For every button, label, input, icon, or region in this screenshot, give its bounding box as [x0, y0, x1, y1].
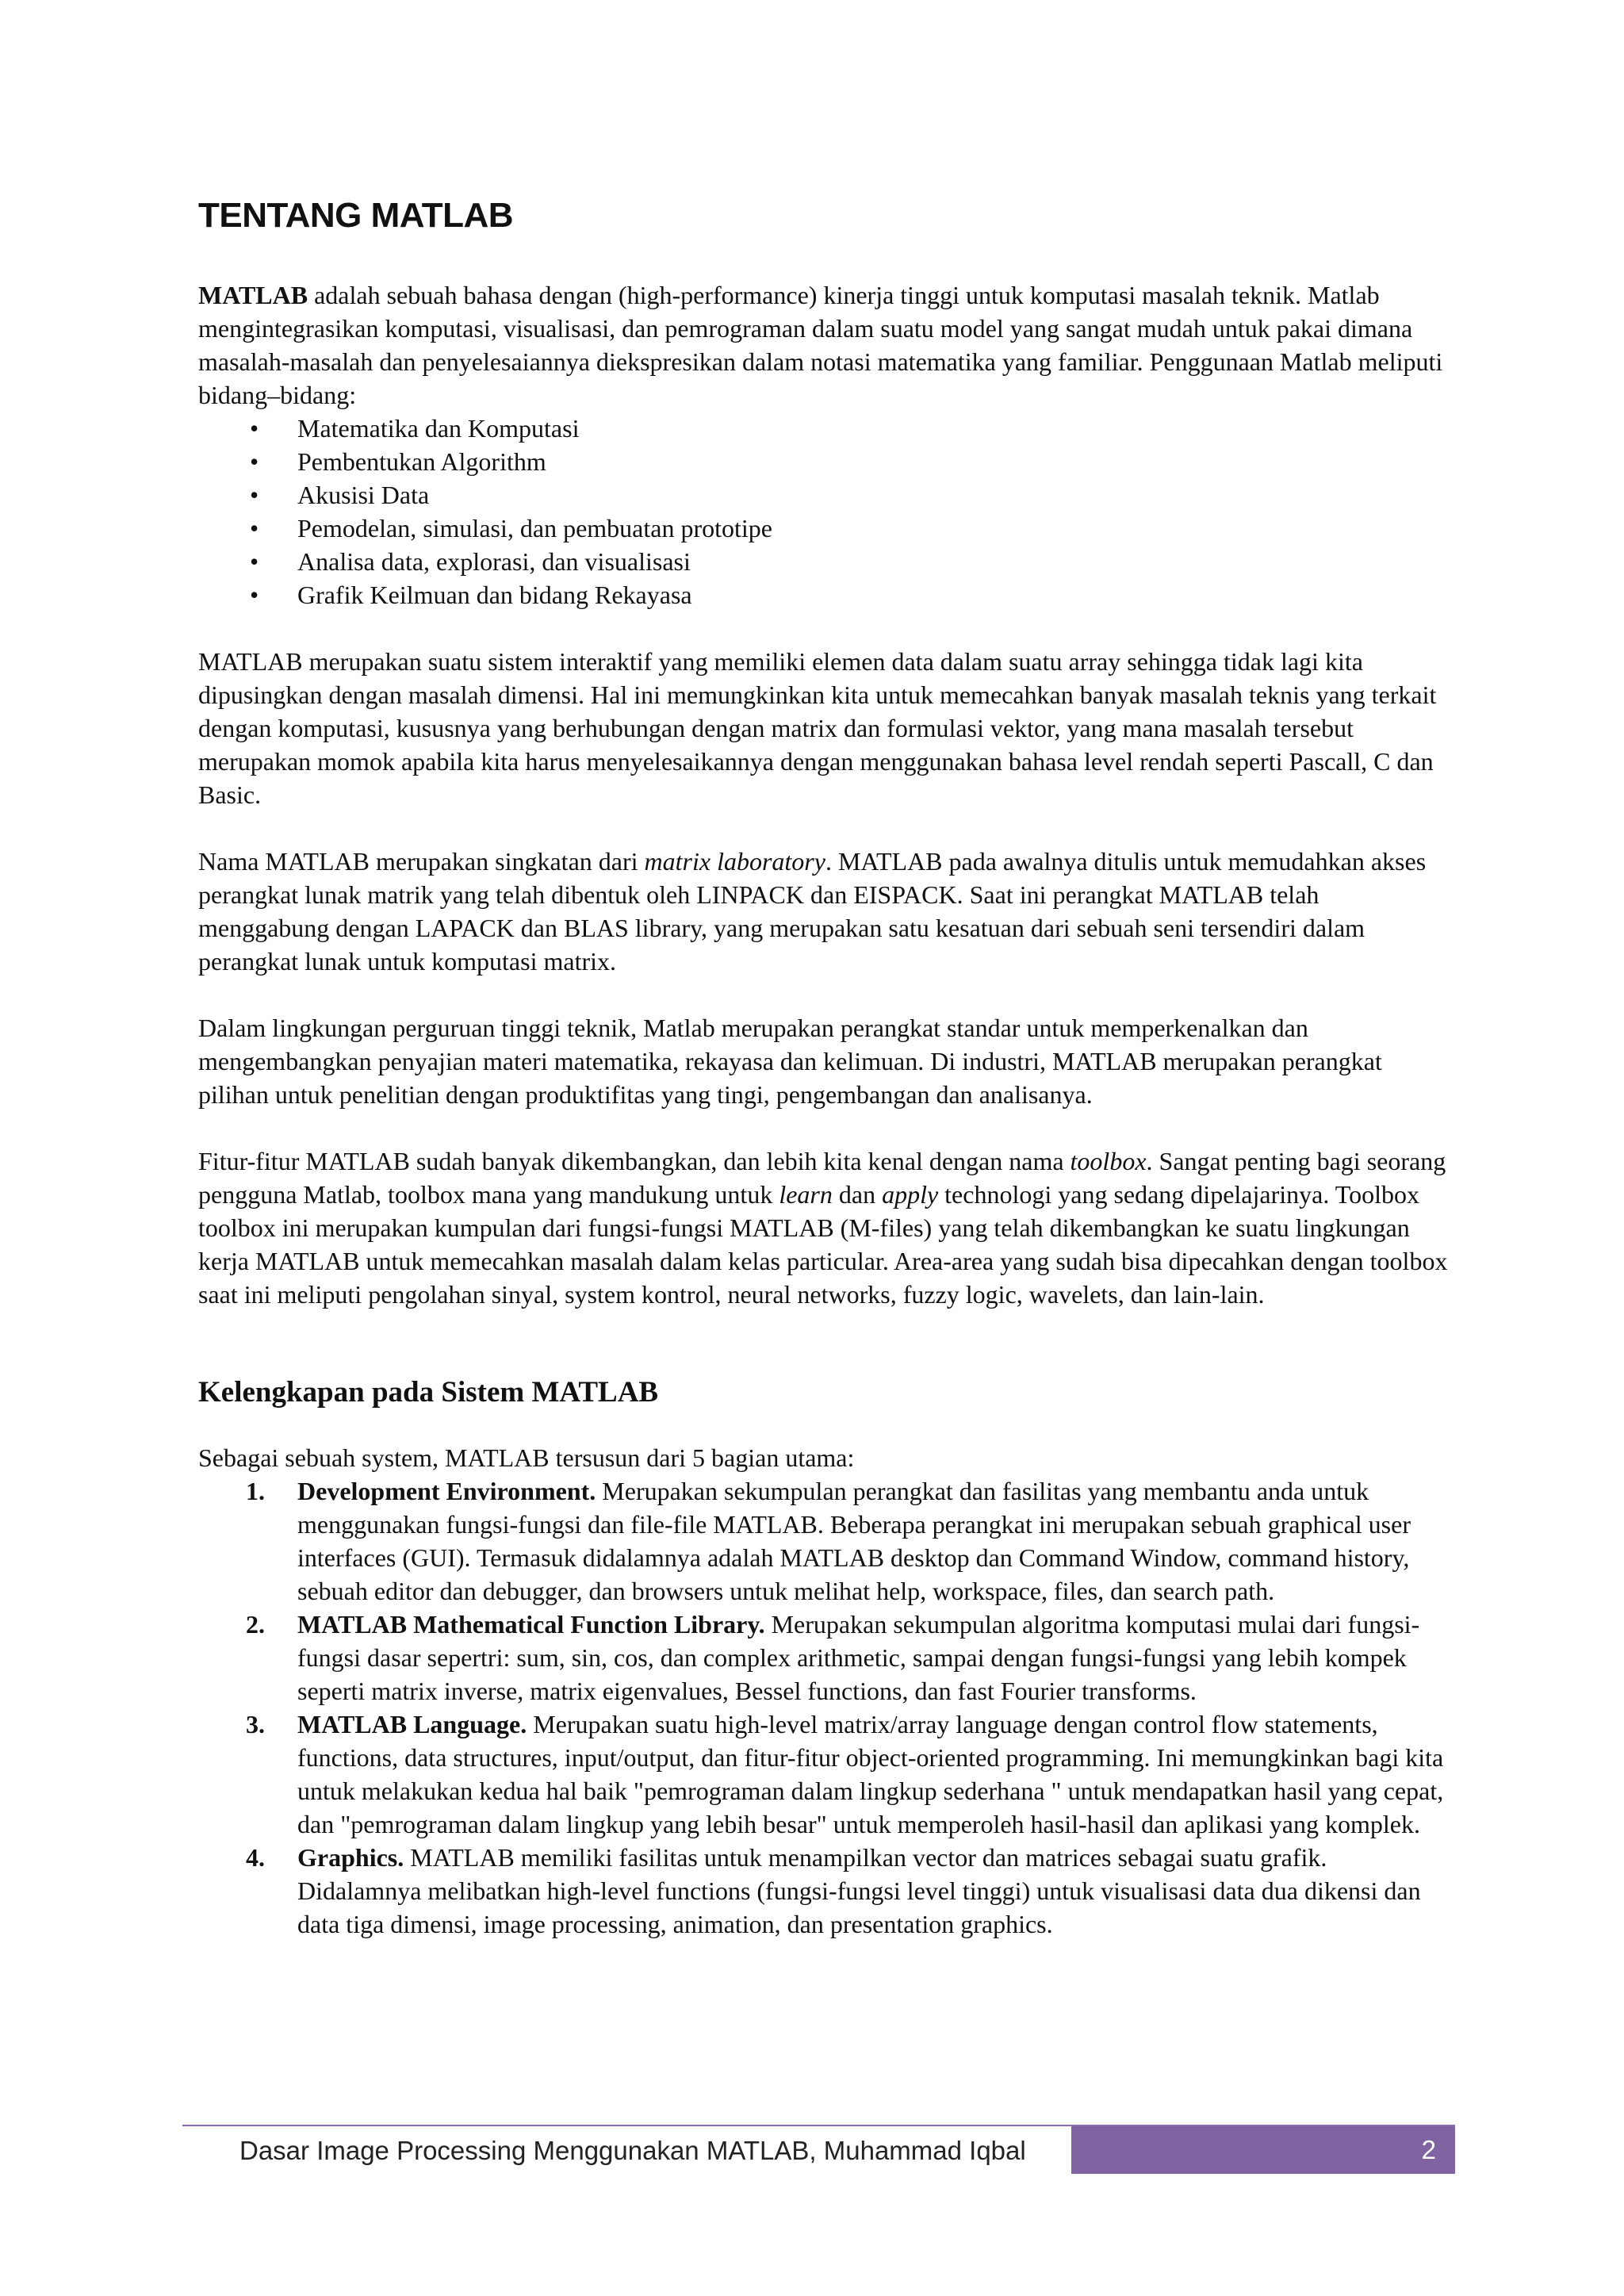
- components-list: [198, 1474, 1451, 1941]
- paragraph-education: Dalam lingkungan perguruan tinggi teknik, Matlab merupakan perangkat standar untuk memperkenalkan dan mengembangkan penyajian materi matematika, rekayasa dan kelimuan. Di industri, MATLAB merupakan perangkat pilihan untuk penelitian dengan produktifitas yang tingi, pengembangan dan analisanya.: [198, 1014, 1382, 1109]
- para5-italic-apply: apply: [882, 1180, 939, 1209]
- list-item: [246, 1841, 1451, 1941]
- list-item: [250, 578, 1451, 611]
- bullet-icon: •: [250, 481, 259, 509]
- list-item-heading: MATLAB Language.: [297, 1710, 527, 1738]
- list-item-text: Merupakan sekumpulan algoritma komputasi mulai dari fungsi-fungsi dasar sepertri: sum, sin, cos, dan complex arithmetic, sampai dengan fungsi-fungsi yang lebih kompek seperti matrix inverse, matrix eigenvalues, Bessel functions, dan fast Fourier transforms.: [297, 1610, 1420, 1705]
- list-item: [250, 478, 1451, 512]
- list-item-text: Grafik Keilmuan dan bidang Rekayasa: [297, 581, 692, 609]
- list-number: 1.: [246, 1477, 265, 1505]
- bullet-icon: •: [250, 547, 259, 576]
- list-item: [250, 512, 1451, 545]
- page-number-box: [1071, 2126, 1455, 2174]
- page-content: [198, 194, 1451, 1941]
- footer-title: Dasar Image Processing Menggunakan MATLAB, Muhammad Iqbal: [239, 2136, 1026, 2165]
- list-number: 3.: [246, 1710, 265, 1738]
- para5-text-3: dan: [832, 1180, 883, 1209]
- list-item: [250, 445, 1451, 478]
- list-number: 2.: [246, 1610, 265, 1639]
- bullet-icon: •: [250, 514, 259, 542]
- list-item: [250, 545, 1451, 578]
- list-item-heading: Graphics.: [297, 1843, 404, 1872]
- list-item: [250, 412, 1451, 445]
- para5-italic-learn: learn: [779, 1180, 833, 1209]
- list-item: [246, 1474, 1451, 1608]
- page-number: 2: [1421, 2135, 1436, 2164]
- list-item-text: Merupakan sekumpulan perangkat dan fasilitas yang membantu anda untuk menggunakan fungsi-fungsi dan file-file MATLAB. Beberapa perangkat ini merupakan sebuah graphical user interfaces (GUI). Termasuk didalamnya adalah MATLAB desktop dan Command Window, command history, sebuah editor dan debugger, dan browsers untuk melihat help, workspace, files, dan search path.: [297, 1477, 1411, 1605]
- section-title: Kelengkapan pada Sistem MATLAB: [198, 1376, 659, 1409]
- paragraph-interactive-system: MATLAB merupakan suatu sistem interaktif yang memiliki elemen data dalam suatu array sehingga tidak lagi kita dipusingkan dengan masalah dimensi. Hal ini memungkinkan kita untuk memecahkan banyak masalah teknis yang terkait dengan komputasi, kususnya yang berhubungan dengan matrix dan formulasi vektor, yang mana masalah tersebut merupakan momok apabila kita harus menyelesaikannya dengan menggunakan bahasa level rendah seperti Pascall, C dan Basic.: [198, 647, 1437, 809]
- intro-bold-term: MATLAB: [198, 281, 308, 309]
- intro-text: adalah sebuah bahasa dengan (high-performance) kinerja tinggi untuk komputasi masalah teknik. Matlab mengintegrasikan komputasi, visualisasi, dan pemrograman dalam suatu model yang sangat mudah untuk pakai dimana masalah-masalah dan penyelesaiannya diekspresikan dalam notasi matematika yang familiar. Penggunaan Matlab meliputi bidang–bidang:: [198, 281, 1443, 409]
- list-item-text: Pemodelan, simulasi, dan pembuatan prototipe: [297, 514, 772, 542]
- bullet-icon: •: [250, 414, 259, 443]
- usage-list: [198, 412, 1451, 611]
- para5-italic-toolbox: toolbox: [1070, 1147, 1147, 1175]
- paragraph-toolbox: [198, 1144, 1451, 1311]
- list-item-heading: Development Environment.: [297, 1477, 596, 1505]
- para3-text-before: Nama MATLAB merupakan singkatan dari: [198, 847, 645, 876]
- bullet-icon: •: [250, 447, 259, 476]
- intro-paragraph: [198, 278, 1451, 412]
- para5-text-1: Fitur-fitur MATLAB sudah banyak dikembangkan, dan lebih kita kenal dengan nama: [198, 1147, 1071, 1175]
- paragraph-name-origin: [198, 845, 1451, 978]
- list-item: [246, 1608, 1451, 1708]
- para5-text-2: . Sangat penting bagi seorang pengguna Matlab, toolbox mana yang mandukung untuk: [198, 1147, 1446, 1209]
- list-item-text: Analisa data, explorasi, dan visualisasi: [297, 547, 691, 576]
- list-number: 4.: [246, 1843, 265, 1872]
- list-item-text: Merupakan suatu high-level matrix/array language dengan control flow statements, functions, data structures, input/output, dan fitur-fitur object-oriented programming. Ini memungkinkan bagi kita untuk melakukan kedua hal baik "pemrograman dalam lingkup sederhana " untuk mendapatkan hasil yang cepat, dan "pemrograman dalam lingkup yang lebih besar" untuk memperoleh hasil-hasil dan aplikasi yang komplek.: [297, 1710, 1444, 1838]
- list-item-text: MATLAB memiliki fasilitas untuk menampilkan vector dan matrices sebagai suatu grafik. Didalamnya melibatkan high-level functions (fungsi-fungsi level tinggi) untuk visualisasi data dua dikensi dan data tiga dimensi, image processing, animation, dan presentation graphics.: [297, 1843, 1421, 1938]
- para3-text-after: . MATLAB pada awalnya ditulis untuk memudahkan akses perangkat lunak matrik yang telah dibentuk oleh LINPACK dan EISPACK. Saat ini perangkat MATLAB telah menggabung dengan LAPACK dan BLAS library, yang merupakan satu kesatuan dari sebuah seni tersendiri dalam perangkat lunak untuk komputasi matrix.: [198, 847, 1427, 976]
- list-item: [246, 1708, 1451, 1841]
- list-item-text: Pembentukan Algorithm: [297, 447, 546, 476]
- para5-text-4: technologi yang sedang dipelajarinya. Toolbox toolbox ini merupakan kumpulan dari fungsi-fungsi MATLAB (M-files) yang telah dikembangkan ke suatu lingkungan kerja MATLAB untuk memecahkan masalah dalam kelas particular. Area-area yang sudah bisa dipecahkan dengan toolbox saat ini meliputi pengolahan sinyal, system kontrol, neural networks, fuzzy logic, wavelets, dan lain-lain.: [198, 1180, 1448, 1309]
- list-item-heading: MATLAB Mathematical Function Library.: [297, 1610, 765, 1639]
- page-title: TENTANG MATLAB: [198, 196, 514, 235]
- bullet-icon: •: [250, 581, 259, 609]
- list-item-text: Matematika dan Komputasi: [297, 414, 580, 443]
- para3-italic-term: matrix laboratory: [644, 847, 825, 876]
- list-item-text: Akusisi Data: [297, 481, 430, 509]
- section-intro: Sebagai sebuah system, MATLAB tersusun dari 5 bagian utama:: [198, 1443, 855, 1472]
